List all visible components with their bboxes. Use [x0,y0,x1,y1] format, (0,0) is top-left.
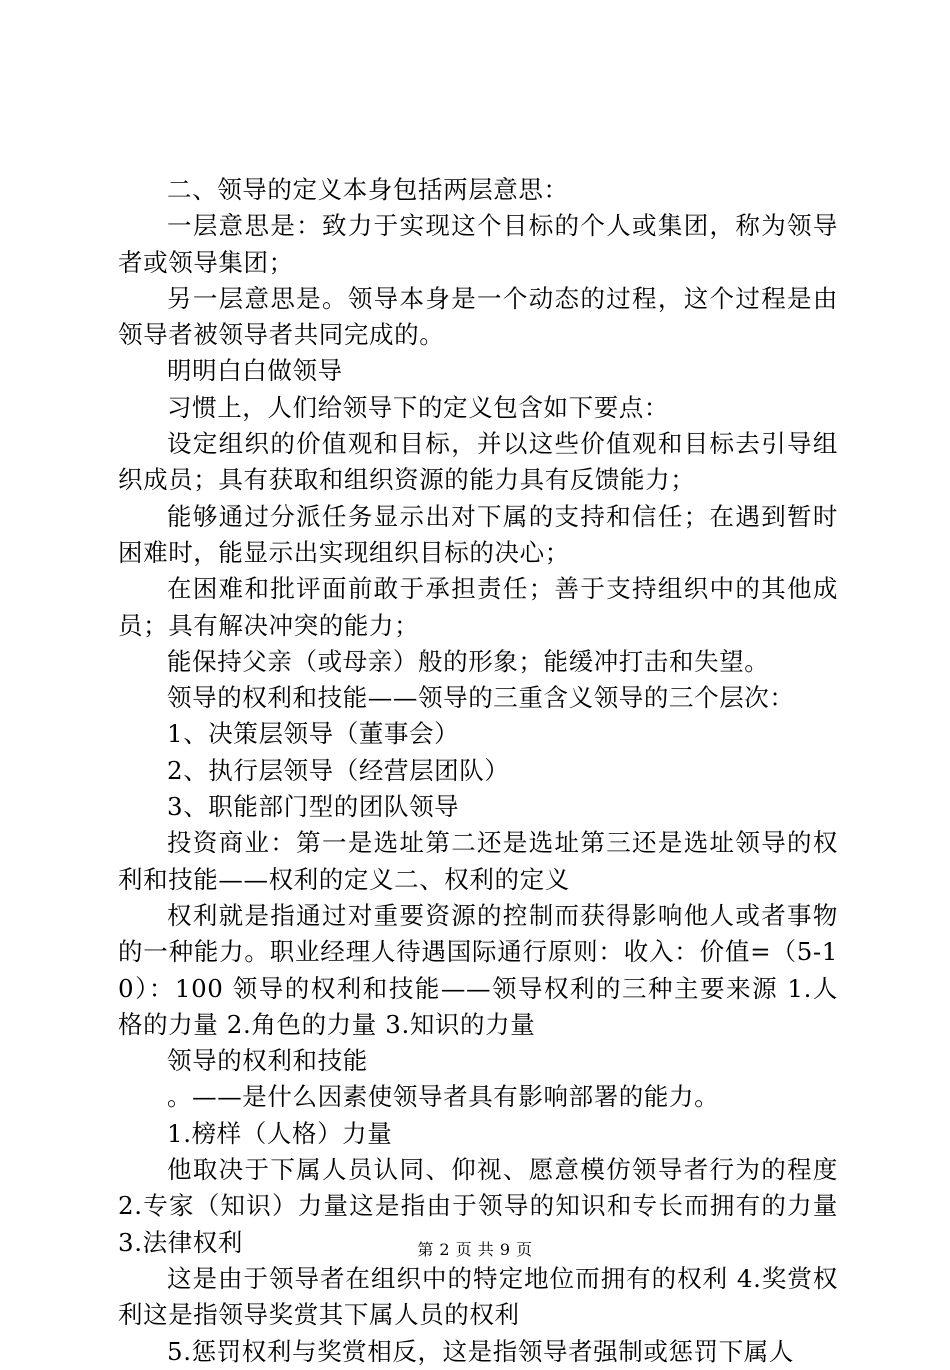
paragraph: 1.榜样（人格）力量 [167,1118,393,1148]
paragraph: 二、领导的定义本身包括两层意思： [167,175,569,204]
paragraph: 权利就是指通过对重要资源的控制而获得影响他人或者事物的一种能力。职业经理人待遇国际通行原则：收入：价值=（5-10）：100 领导的权利和技能——领导权利的三种主要来源 1.人格的力量 2.角色的力量 3.知识的力量 [118,900,838,1039]
paragraph: 1、决策层领导（董事会） [167,719,460,749]
paragraph: 明明白白做领导 [167,356,343,386]
paragraph: 另一层意思是。领导本身是一个动态的过程，这个过程是由领导者被领导者共同完成的。 [118,283,838,350]
paragraph: 5.惩罚权利与奖赏相反，这是指领导者强制或惩罚下属人 [167,1336,794,1366]
paragraph: 投资商业：第一是选址第二还是选址第三还是选址领导的权利和技能——权利的定义二、权利的定义 [118,828,838,894]
paragraph: 他取决于下属人员认同、仰视、愿意模仿领导者行为的程度 2.专家（知识）力量这是指由于领导的知识和专长而拥有的力量 3.法律权利 [118,1155,838,1257]
paragraph: 能够通过分派任务显示出对下属的支持和信任；在遇到暂时困难时，能显示出实现组织目标的决心； [118,501,838,567]
paragraph: 设定组织的价值观和目标，并以这些价值观和目标去引导组织成员；具有获取和组织资源的能力具有反馈能力； [118,429,838,495]
paragraph: 。——是什么因素使领导者具有影响部署的能力。 [167,1082,720,1112]
paragraph: 这是由于领导者在组织中的特定地位而拥有的权利 4.奖赏权利这是指领导奖赏其下属人员的权利 [118,1263,838,1330]
page-number-footer: 第 2 页 共 9 页 [417,1240,533,1259]
paragraph: 领导的权利和技能——领导的三重含义领导的三个层次： [167,683,795,713]
document-body [118,172,838,1370]
paragraph: 习惯上，人们给领导下的定义包含如下要点： [167,392,669,422]
paragraph: 在困难和批评面前敢于承担责任；善于支持组织中的其他成员；具有解决冲突的能力； [118,574,838,640]
paragraph: 一层意思是：致力于实现这个目标的个人或集团，称为领导者或领导集团； [118,211,838,277]
paragraph: 3、职能部门型的团队领导 [167,792,460,822]
paragraph: 领导的权利和技能 [167,1046,368,1076]
paragraph: 能保持父亲（或母亲）般的形象；能缓冲打击和失望。 [167,646,770,676]
paragraph: 2、执行层领导（经营层团队） [167,755,510,785]
